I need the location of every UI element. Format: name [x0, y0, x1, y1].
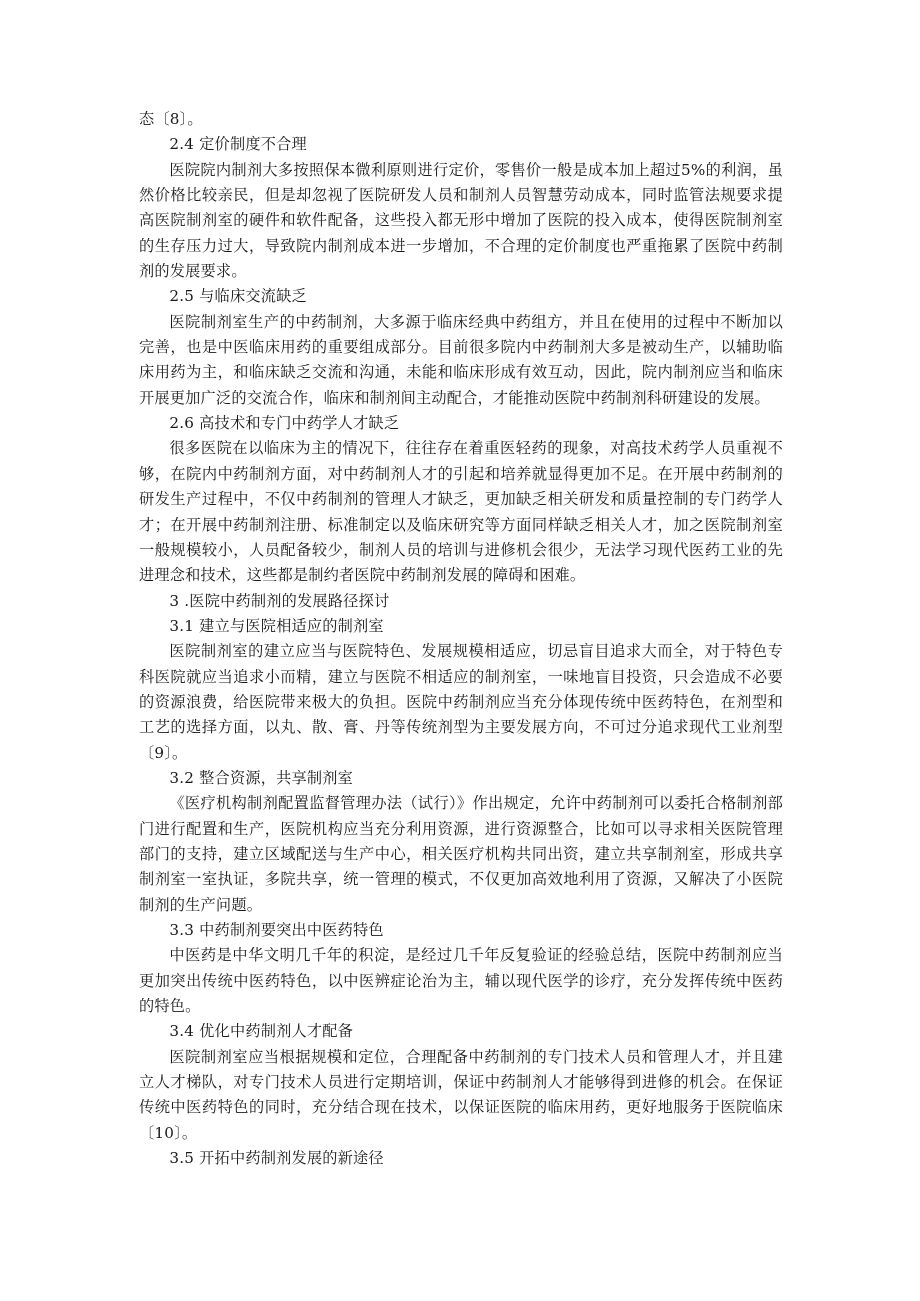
section-heading-3-4: 3.4 优化中药制剂人才配备	[169, 1022, 354, 1041]
paragraph: 很多医院在以临床为主的情况下，往往存在着重医轻药的现象，对高技术药学人员重视不够，在院内中药制剂方面，对中药制剂人才的引起和培养就显得更加不足。在开展中药制剂的研发生产过程中，不仅中药制剂的管理人才缺乏，更加缺乏相关研发和质量控制的专门药学人才；在开展中药制剂注册、标准制定以及临床研究等方面同样缺乏相关人才，加之医院制剂室一般规模较小，人员配备较少，制剂人员的培训与进修机会很少，无法学习现代医药工业的先进理念和技术，这些都是制约者医院中药制剂发展的障碍和困难。	[139, 439, 783, 585]
section-heading-2-5: 2.5 与临床交流缺乏	[169, 287, 307, 306]
section-heading-3-1: 3.1 建立与医院相适应的制剂室	[169, 616, 384, 635]
section-heading-2-6: 2.6 高技术和专门中药学人才缺乏	[169, 414, 400, 433]
paragraph: 医院制剂室的建立应当与医院特色、发展规模相适应，切忌盲目追求大而全，对于特色专科医院就应当追求小而精，建立与医院不相适应的制剂室，一味地盲目投资，只会造成不必要的资源浪费，给医院带来极大的负担。医院中药制剂应当充分体现传统中医药特色，在剂型和工艺的选择方面，以丸、散、膏、丹等传统剂型为主要发展方向，不可过分追求现代工业剂型〔9〕。	[139, 642, 783, 762]
paragraph: 《医疗机构制剂配置监督管理办法（试行）》作出规定，允许中药制剂可以委托合格制剂部门进行配置和生产，医院机构应当充分利用资源，进行资源整合，比如可以寻求相关医院管理部门的支持，建立区域配送与生产中心，相关医疗机构共同出资，建立共享制剂室，形成共享制剂室一室执证，多院共享，统一管理的模式，不仅更加高效地利用了资源，又解决了小医院制剂的生产问题。	[139, 794, 783, 914]
paragraph: 医院院内制剂大多按照保本微利原则进行定价，零售价一般是成本加上超过5%的利润，虽然价格比较亲民，但是却忽视了医院研发人员和制剂人员智慧劳动成本，同时监管法规要求提高医院制剂室的硬件和软件配备，这些投入都无形中增加了医院的投入成本，使得医院制剂室的生存压力过大，导致院内制剂成本进一步增加，不合理的定价制度也严重拖累了医院中药制剂的发展要求。	[139, 160, 783, 281]
section-heading-3-2: 3.2 整合资源，共享制剂室	[169, 768, 354, 787]
section-heading-3: 3 .医院中药制剂的发展路径探讨	[169, 591, 390, 610]
document-page	[139, 107, 783, 1171]
paragraph: 医院制剂室生产的中药制剂，大多源于临床经典中药组方，并且在使用的过程中不断加以完善，也是中医临床用药的重要组成部分。目前很多院内中药制剂大多是被动生产，以辅助临床用药为主，和临床缺乏交流和沟通，未能和临床形成有效互动，因此，院内制剂应当和临床开展更加广泛的交流合作，临床和制剂间主动配合，才能推动医院中药制剂科研建设的发展。	[139, 312, 783, 407]
paragraph-continuation: 态〔8〕。	[139, 110, 203, 128]
section-heading-2-4: 2.4 定价制度不合理	[169, 135, 307, 154]
paragraph: 医院制剂室应当根据规模和定位，合理配备中药制剂的专门技术人员和管理人才，并且建立人才梯队，对专门技术人员进行定期培训，保证中药制剂人才能够得到进修的机会。在保证传统中医药特色的同时，充分结合现在技术，以保证医院的临床用药，更好地服务于医院临床〔10〕。	[139, 1047, 783, 1142]
section-heading-3-3: 3.3 中药制剂要突出中医药特色	[169, 921, 384, 939]
section-heading-3-5: 3.5 开拓中药制剂发展的新途径	[169, 1149, 384, 1168]
paragraph: 中医药是中华文明几千年的积淀，是经过几千年反复验证的经验总结，医院中药制剂应当更加突出传统中医药特色，以中医辨症论治为主，辅以现代医学的诊疗，充分发挥传统中医药的特色。	[139, 946, 783, 1016]
